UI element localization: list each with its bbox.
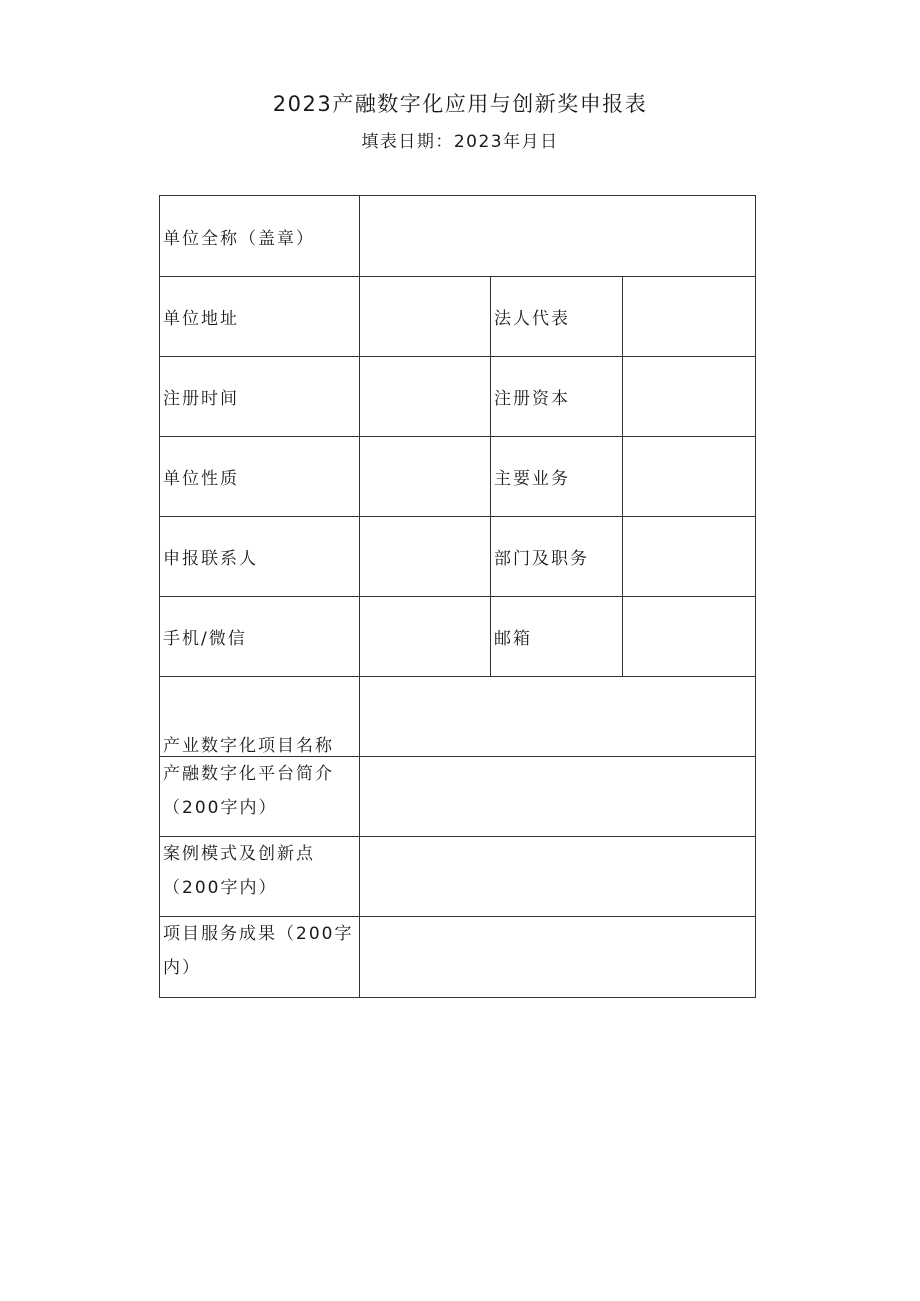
reg-time-field[interactable] (360, 357, 491, 437)
form-title: 2023产融数字化应用与创新奖申报表 (272, 92, 648, 116)
results-label: 项目服务成果（200字内） (160, 917, 360, 998)
reg-capital-label: 注册资本 (491, 357, 623, 437)
project-name-field[interactable] (360, 677, 756, 757)
email-label: 邮箱 (491, 597, 623, 677)
org-type-label: 单位性质 (160, 437, 360, 517)
address-label: 单位地址 (160, 277, 360, 357)
fill-date: 填表日期：2023年月日 (361, 132, 559, 152)
phone-label: 手机/微信 (160, 597, 360, 677)
dept-position-label: 部门及职务 (491, 517, 623, 597)
project-name-label: 产业数字化项目名称 (160, 677, 360, 757)
platform-intro-label: 产融数字化平台简介（200字内） (160, 757, 360, 837)
legal-rep-label: 法人代表 (491, 277, 623, 357)
row-case-model (160, 837, 756, 917)
org-name-field[interactable] (360, 196, 756, 277)
row-platform-intro (160, 757, 756, 837)
legal-rep-field[interactable] (623, 277, 756, 357)
contact-label: 申报联系人 (160, 517, 360, 597)
row-project-name (160, 677, 756, 757)
row-address (160, 277, 756, 357)
row-registration (160, 357, 756, 437)
org-name-label: 单位全称（盖章） (160, 196, 360, 277)
reg-time-label: 注册时间 (160, 357, 360, 437)
row-phone (160, 597, 756, 677)
platform-intro-field[interactable] (360, 757, 756, 837)
phone-field[interactable] (360, 597, 491, 677)
case-model-field[interactable] (360, 837, 756, 917)
org-type-field[interactable] (360, 437, 491, 517)
address-field[interactable] (360, 277, 491, 357)
application-form-table (159, 195, 756, 998)
row-org-name (160, 196, 756, 277)
dept-position-field[interactable] (623, 517, 756, 597)
email-field[interactable] (623, 597, 756, 677)
case-model-label-line2: （200字内） (163, 878, 278, 898)
reg-capital-field[interactable] (623, 357, 756, 437)
main-business-field[interactable] (623, 437, 756, 517)
case-model-label (160, 837, 360, 917)
main-business-label: 主要业务 (491, 437, 623, 517)
case-model-label-line1: 案例模式及创新点 (163, 844, 315, 864)
results-field[interactable] (360, 917, 756, 998)
contact-field[interactable] (360, 517, 491, 597)
row-results (160, 917, 756, 998)
row-org-type (160, 437, 756, 517)
row-contact (160, 517, 756, 597)
